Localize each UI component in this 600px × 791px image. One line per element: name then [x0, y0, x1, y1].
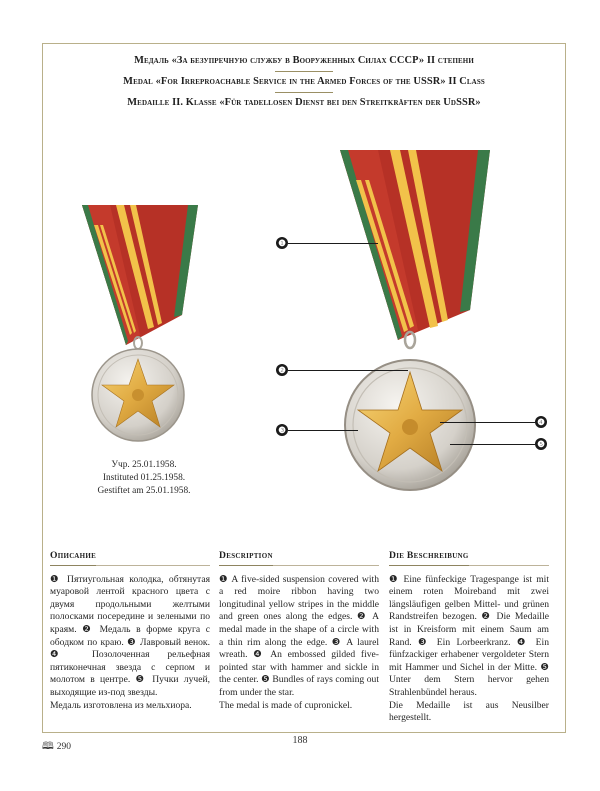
- heading-english: Description: [219, 550, 273, 566]
- heading-russian: Описание: [50, 550, 96, 566]
- body-russian: ❶ Пятиугольная колодка, обтянутая муаровой лентой красного цвета с двумя продольными желтыми полосками посередине и зелеными по краям. ❷ Медаль в форме круга с ободком по краю. ❸ Лавровый венок. ❹ Позолоченная рельефная пятиконечная звезда с серпом и молотом в центре. ❺ Пучки лучей, выходящие из-под звезды.: [50, 573, 210, 698]
- heading-german: Die Beschreibung: [389, 550, 469, 566]
- callout-line-5: [450, 444, 535, 445]
- note-english: The medal is made of cupronickel.: [219, 699, 353, 711]
- callout-3: ❸: [276, 424, 288, 436]
- page-number: 188: [292, 735, 308, 746]
- callout-5: ❺: [535, 438, 547, 450]
- callout-line-1: [288, 243, 378, 244]
- cross-reference-page: 290: [56, 742, 72, 752]
- description-russian: [50, 550, 210, 712]
- institution-caption: [92, 459, 196, 498]
- note-russian: Медаль изготовлена из мельхиора.: [50, 699, 192, 711]
- caption-german: Gestiftet am 25.01.1958.: [97, 486, 191, 496]
- title-block: [42, 51, 566, 113]
- medal-photo-small: [70, 195, 210, 465]
- body-english: ❶ A five-sided suspension covered with a red moire ribbon having two longitudinal yellow stripes in the middle and green ones along the edges. ❷ A medal made in the shape of a circle with a thin rim along the edge. ❸ A laurel wreath. ❹ An embossed gilded five-pointed star with hammer and sickle in the center. ❺ Bundles of rays coming out from under the star.: [219, 573, 379, 698]
- medal-photo-large: [320, 140, 510, 530]
- description-german: [389, 550, 549, 725]
- title-german: Medaille II. Klasse «Für tadellosen Dienst bei den Streitkräften der UdSSR»: [127, 97, 481, 108]
- callout-line-3: [288, 430, 358, 431]
- title-russian: Медаль «За безупречную службу в Вооруженных Силах СССР» II степени: [134, 55, 474, 66]
- callout-1: ❶: [276, 237, 288, 249]
- note-german: Die Medaille ist aus Neusilber hergestellt.: [389, 699, 549, 724]
- caption-russian: Учр. 25.01.1958.: [111, 460, 177, 470]
- title-english: Medal «For Irreproachable Service in the Armed Forces of the USSR» II Class: [123, 76, 485, 87]
- caption-english: Instituted 01.25.1958.: [102, 473, 186, 483]
- callout-2: ❷: [276, 364, 288, 376]
- open-book-icon: 🕮: [42, 741, 54, 752]
- callout-line-2: [288, 370, 408, 371]
- callout-4: ❹: [535, 416, 547, 428]
- body-german: ❶ Eine fünfeckige Tragespange ist mit einem roten Moireband mit zwei längsläufigen gelben Mittel- und grünen Randstreifen bezogen. ❷ Die Medaille ist in Kreisform mit einem Saum am Rand. ❸ Ein Lorbeerkranz. ❹ Ein fünfzackiger erhabener vergoldeter Stern mit Hammer und Sichel in der Mitte. ❺ Unter dem Stern hervor gehen Strahlenbündel heraus.: [389, 573, 549, 698]
- description-english: [219, 550, 379, 712]
- callout-line-4: [440, 422, 535, 423]
